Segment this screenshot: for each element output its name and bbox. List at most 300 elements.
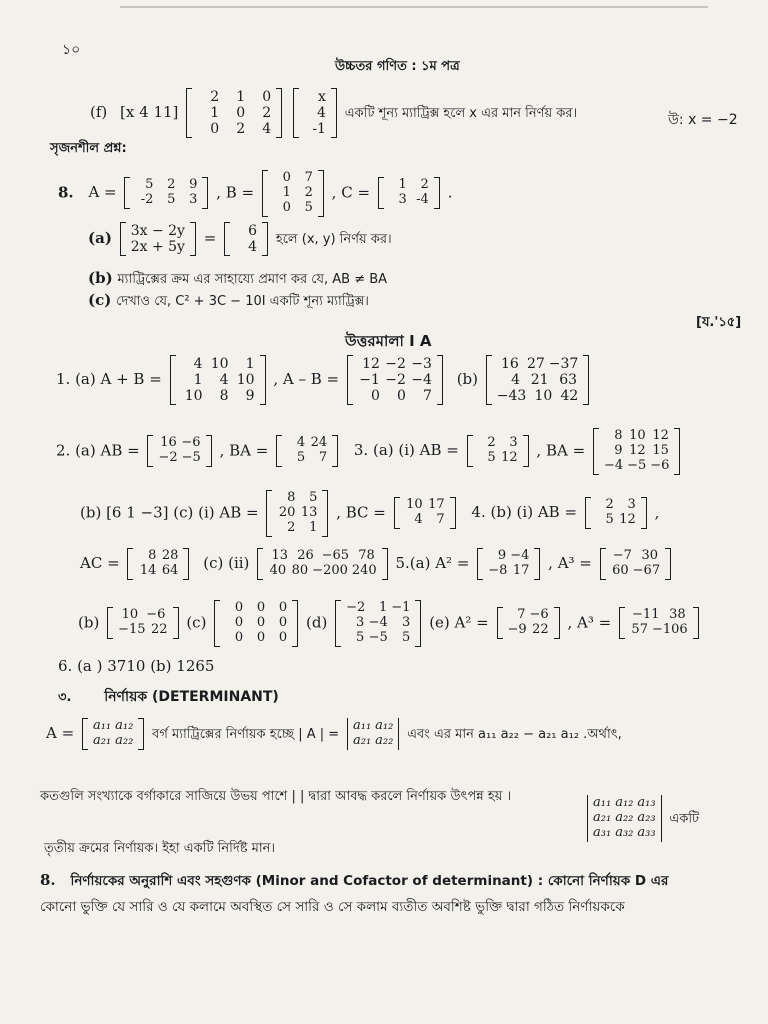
matrix-bracket-right	[202, 177, 208, 209]
equals: =	[203, 229, 217, 248]
matrix-a2	[477, 548, 540, 580]
section-title: নির্ণায়কের অনুরাশি এবং সহগুণক (Minor and Cofactor of determinant) : কোনো নির্ণায়ক D এর	[70, 873, 669, 889]
matrix-cell: 1	[236, 89, 246, 105]
matrix-cell: 3	[398, 192, 407, 208]
matrix-cell: 28	[161, 548, 179, 563]
answer-1	[56, 355, 592, 405]
matrix-cell: 2	[287, 519, 296, 535]
question-8	[58, 170, 452, 217]
matrix-5d	[335, 600, 421, 647]
matrix-cell: −6	[181, 435, 201, 451]
matrix-row	[628, 623, 690, 638]
matrix-bracket-right	[322, 490, 328, 537]
matrix-cell: 3	[189, 192, 198, 208]
matrix-row	[495, 388, 581, 404]
matrix-cell: 13	[300, 504, 318, 520]
comma: ,	[654, 503, 660, 522]
matrix-row	[195, 105, 273, 121]
section-number: ৩.	[58, 690, 72, 705]
bc-label: , BC =	[336, 503, 386, 522]
matrix-cell: 7	[422, 388, 432, 405]
matrix-row	[223, 601, 289, 616]
matrix-cell: 40	[269, 562, 287, 578]
matrix-cell: −2	[385, 372, 406, 389]
matrix-row	[195, 89, 273, 105]
matrix-row	[129, 223, 187, 239]
matrix-cell: −37	[548, 356, 579, 372]
part-label: (d)	[305, 613, 328, 632]
matrix-cell: 78	[358, 548, 375, 563]
matrix-5e-a2	[497, 607, 560, 639]
matrix-cell: 10	[121, 607, 139, 623]
question-text: ম্যাট্রিক্সের ক্রম এর সাহায্যে প্রমাণ কর যে, AB ≠ BA	[117, 272, 388, 287]
answer-lead: 2. (a) AB =	[56, 441, 140, 460]
matrix-cell: a₂₃	[637, 809, 656, 825]
matrix-row	[133, 193, 199, 208]
matrix-cell: 0	[234, 614, 244, 630]
matrix-row	[275, 491, 319, 506]
matrix-row	[486, 549, 531, 564]
matrix-row	[179, 372, 257, 388]
matrix-bracket-right	[318, 170, 324, 217]
section-8-text: কোনো ভুক্তি যে সারি ও যে কলামে অবস্থিত সে সারি ও সে কলাম ব্যতীত অবশিষ্ট ভুক্তি দ্বারা গঠিত নির্ণায়ককে	[40, 899, 625, 915]
b-label: , B =	[216, 183, 255, 202]
matrix-cell: a₃₁	[593, 824, 612, 840]
matrix-cell: 2	[420, 177, 429, 193]
matrix-cell: 2	[605, 497, 614, 513]
part-label: (e) A² =	[429, 613, 489, 632]
matrix-cell: 2	[304, 184, 313, 200]
matrix-cell: −4	[411, 372, 432, 389]
ba-label-2: , BA =	[536, 441, 586, 460]
matrix-cell: 9	[189, 177, 198, 193]
answer-ac-5	[80, 548, 674, 580]
matrix-a3	[600, 548, 671, 580]
matrix-cell: −4	[510, 548, 530, 563]
matrix-cell: 3	[509, 435, 518, 451]
matrix-cell: −4	[603, 457, 624, 473]
matrix-cell: 4	[296, 435, 306, 451]
matrix-cell: 2	[167, 177, 176, 193]
matrix-cell: 4	[248, 239, 258, 256]
matrix-cell: 2	[210, 89, 220, 105]
a-label: A =	[46, 723, 75, 742]
matrix-cell: 7	[436, 512, 445, 528]
matrix-bracket-right	[332, 435, 338, 467]
matrix-cell: 1	[210, 105, 220, 122]
matrix-row	[179, 356, 257, 372]
matrix-row	[266, 549, 379, 564]
matrix-row	[495, 372, 581, 388]
matrix-row	[591, 811, 658, 826]
matrix-cell: −7	[612, 548, 632, 563]
matrix-cell: 0	[278, 600, 288, 615]
part-label: (c)	[186, 613, 207, 632]
matrix-bracket-right	[554, 607, 560, 639]
matrix-cell: 10	[184, 388, 203, 405]
matrix-cell: 4	[262, 121, 272, 138]
matrix-cell: 10	[210, 356, 229, 372]
matrix-row	[356, 388, 434, 404]
matrix-b	[262, 170, 324, 217]
section-number: 8.	[40, 871, 56, 889]
question-text: হলে (x, y) নির্ণয় কর।	[275, 232, 392, 248]
matrix-bracket-right	[450, 497, 456, 529]
matrix-diff	[347, 355, 443, 405]
matrix-3ba	[593, 428, 681, 475]
answer-lead: (b) [6 1 −3] (c) (i) AB =	[80, 503, 259, 522]
answer-2-3	[56, 428, 683, 475]
matrix-cell: 2	[487, 435, 496, 451]
matrix-cell: 2	[236, 121, 246, 138]
matrix-cell: −11	[632, 607, 660, 623]
matrix-row	[275, 506, 319, 521]
matrix-row	[344, 631, 412, 646]
matrix-row	[179, 388, 257, 404]
matrix-f-a	[186, 88, 282, 138]
matrix-row	[609, 549, 662, 564]
item-label: (a)	[88, 229, 112, 248]
matrix-row	[302, 121, 328, 137]
matrix-cell: 22	[532, 622, 549, 638]
matrix-cell: −4	[368, 614, 388, 630]
matrix-cell: 20	[278, 504, 296, 520]
matrix-cell: 0	[234, 629, 244, 645]
part-label: (b)	[78, 613, 100, 632]
matrix-cell: 5	[304, 199, 313, 215]
matrix-cell: 5	[487, 450, 496, 466]
matrix-cell: 1	[193, 372, 203, 389]
matrix-cii	[257, 548, 388, 580]
matrix-row	[506, 623, 551, 638]
matrix-row	[351, 734, 395, 749]
matrix-cell: 60	[612, 562, 629, 578]
matrix-cell: 240	[351, 562, 377, 578]
matrix-cell: 64	[161, 562, 179, 578]
matrix-cell: 0	[256, 629, 266, 645]
determinant-2x2	[347, 718, 399, 750]
matrix-row	[285, 451, 329, 466]
matrix-cell: 8	[614, 428, 623, 443]
a3-label: , A³ =	[567, 613, 612, 632]
matrix-row	[506, 608, 551, 623]
matrix-cell: 24	[310, 435, 328, 451]
matrix-row	[602, 429, 672, 444]
matrix-ab	[147, 435, 211, 467]
matrix-cell: 0	[278, 614, 288, 630]
ba-label: , BA =	[219, 441, 269, 460]
matrix-cell: a₂₂	[375, 732, 394, 748]
matrix-row	[591, 796, 658, 811]
matrix-cell: 0	[256, 614, 266, 630]
matrix-3ab	[467, 435, 529, 467]
matrix-cell: 7	[318, 450, 328, 466]
question-text: দেখাও যে, C² + 3C − 10I একটি শূন্য ম্যাট্রিক্স।	[116, 294, 369, 309]
matrix-cell: −6	[529, 607, 549, 623]
matrix-ciab	[266, 490, 328, 537]
definition-tail: একটি	[669, 811, 700, 827]
matrix-cell: −106	[651, 622, 688, 638]
matrix-row	[594, 513, 638, 528]
matrix-row	[351, 719, 395, 734]
question-number: 8.	[58, 183, 74, 202]
matrix-cell: −1	[391, 600, 411, 615]
matrix-row	[233, 223, 259, 239]
matrix-row	[156, 451, 202, 466]
matrix-cell: 16	[160, 435, 177, 451]
definition-value: এবং এর মান a₁₁ a₂₂ − a₂₁ a₁₂ .অর্থাৎ,	[407, 726, 622, 742]
matrix-cell: 10	[236, 372, 255, 389]
matrix-cell: −200	[312, 562, 348, 578]
matrix-row	[136, 549, 180, 564]
matrix-row	[356, 372, 434, 388]
matrix-row	[116, 623, 169, 638]
period: .	[447, 183, 453, 202]
matrix-row	[495, 356, 581, 372]
matrix-cell: −15	[118, 622, 146, 638]
definition-line-2: কতগুলি সংখ্যাকে বর্গাকারে সাজিয়ে উভয় পাশে | | দ্বারা আবদ্ধ করলে নির্ণায়ক উৎপন্ন হয় ।	[40, 789, 512, 804]
matrix-cell: 0	[262, 89, 272, 105]
page-number: ১০	[62, 42, 81, 58]
matrix-row	[223, 631, 289, 646]
matrix-cell: 57	[631, 622, 648, 638]
matrix-cell: 17	[512, 562, 530, 578]
matrix-cell: 7	[304, 170, 313, 185]
matrix-cell: 5	[309, 490, 318, 505]
matrix-row	[476, 451, 520, 466]
matrix-cell: −65	[321, 548, 350, 563]
matrix-bracket-right	[183, 548, 189, 580]
answer-3-lead: 3. (a) (i) AB =	[353, 441, 459, 460]
matrix-row	[486, 564, 531, 579]
difference-label: , A – B =	[273, 370, 340, 389]
item-label: (f)	[90, 103, 108, 122]
part-label: (b)	[456, 370, 478, 389]
matrix-bc	[394, 497, 456, 529]
matrix-cell: a₁₂	[115, 718, 134, 733]
matrix-row	[271, 201, 315, 216]
answer-6: 6. (a ) 3710 (b) 1265	[58, 657, 215, 675]
matrix-row	[195, 121, 273, 137]
matrix-cell: −67	[632, 562, 661, 578]
matrix-row	[271, 186, 315, 201]
matrix-cell: 10	[534, 388, 553, 405]
matrix-bracket-right	[190, 222, 196, 256]
matrix-bracket-right	[434, 177, 440, 209]
matrix-cell: 0	[396, 388, 406, 405]
definition-text: বর্গ ম্যাট্রিক্সের নির্ণায়ক হচ্ছে | A | =	[152, 726, 340, 742]
matrix-cell: 21	[530, 372, 549, 389]
matrix-bracket-right	[534, 548, 540, 580]
question-text: একটি শূন্য ম্যাট্রিক্স হলে x এর মান নির্ণয় কর।	[344, 106, 578, 122]
matrix-cell: 12	[501, 450, 518, 466]
answer-4-lead: 4. (b) (i) AB =	[471, 503, 578, 522]
matrix-cell: 3x − 2y	[130, 223, 185, 239]
matrix-row	[129, 239, 187, 255]
matrix-cell: a₂₁	[593, 809, 612, 825]
matrix-cell: 6	[248, 223, 258, 239]
matrix-cell: 0	[278, 629, 288, 645]
section-3-heading	[58, 688, 279, 706]
matrix-lhs	[120, 222, 196, 256]
matrix-row	[344, 601, 412, 616]
matrix-bracket-right	[693, 607, 699, 639]
matrix-cell: 10	[406, 497, 423, 513]
matrix-ac	[127, 548, 189, 580]
matrix-row	[275, 521, 319, 536]
matrix-ba	[276, 435, 338, 467]
row-vector: [x 4 11]	[120, 103, 179, 122]
question-8b	[88, 270, 387, 288]
matrix-cell: 5	[296, 450, 306, 466]
matrix-bracket-right	[173, 607, 179, 639]
matrix-cell: 42	[560, 388, 579, 405]
a3-label: , A³ =	[548, 553, 592, 572]
matrix-cell: 15	[652, 442, 669, 458]
matrix-5c	[214, 600, 298, 647]
determinant-3x3	[587, 795, 662, 842]
matrix-row	[285, 436, 329, 451]
matrix-row	[91, 734, 135, 749]
matrix-cell: 8	[287, 490, 296, 505]
a-label: A =	[88, 183, 117, 202]
matrix-cell: a₁₁	[593, 795, 612, 810]
matrix-bracket-right	[382, 548, 388, 580]
matrix-4ab	[585, 497, 647, 529]
matrix-rhs	[224, 222, 268, 256]
matrix-cell: a₁₂	[615, 795, 634, 810]
determinant-bar-right	[661, 795, 662, 842]
matrix-cell: 14	[139, 562, 157, 578]
matrix-cell: 4	[511, 372, 521, 389]
definition-line-3: তৃতীয় ক্রমের নির্ণায়ক। ইহা একটি নির্দিষ্ট মান।	[44, 841, 276, 856]
matrix-bracket-right	[331, 88, 337, 138]
matrix-cell: 16	[500, 356, 519, 372]
matrix-cell: 12	[652, 428, 669, 443]
matrix-cell: 17	[428, 497, 445, 513]
matrix-cell: 1	[378, 600, 388, 615]
matrix-cell: −9	[507, 622, 527, 638]
matrix-cell: −8	[488, 562, 508, 578]
matrix-5e-a3	[619, 607, 699, 639]
matrix-row	[602, 444, 672, 459]
matrix-cell: −2	[385, 356, 406, 372]
matrix-cell: −5	[627, 457, 647, 473]
matrix-row	[609, 564, 662, 579]
matrix-cell: a₂₁	[352, 732, 372, 748]
matrix-row	[387, 178, 431, 193]
matrix-cell: 1	[398, 177, 407, 193]
matrix-row	[594, 498, 638, 513]
ac-label: AC =	[80, 553, 120, 572]
matrix-row	[91, 719, 135, 734]
item-label: (c)	[88, 291, 112, 309]
matrix-cell: a₁₂	[375, 718, 394, 733]
question-8a	[88, 222, 392, 256]
item-label: (b)	[88, 269, 113, 287]
matrix-row	[223, 616, 289, 631]
matrix-row	[628, 608, 690, 623]
question-8c	[88, 292, 369, 310]
matrix-cell: 2	[262, 105, 272, 122]
matrix-cell: x	[318, 89, 326, 105]
matrix-bracket-right	[262, 222, 268, 256]
matrix-a	[124, 177, 208, 209]
matrix-cell: 38	[669, 607, 686, 623]
matrix-cell: −6	[650, 457, 670, 473]
matrix-cell: -2	[140, 192, 154, 208]
matrix-row	[344, 616, 412, 631]
matrix-c	[378, 177, 440, 209]
matrix-cell: 5	[145, 177, 154, 193]
answer-2b-4	[80, 490, 659, 537]
matrix-row	[266, 564, 379, 579]
matrix-bracket-right	[292, 600, 298, 647]
matrix-bracket-right	[260, 355, 266, 405]
matrix-row	[403, 498, 447, 513]
matrix-row	[156, 436, 202, 451]
matrix-cell: 4	[193, 356, 203, 372]
matrix-cell: 27	[526, 356, 545, 372]
matrix-cell: 5	[401, 629, 411, 645]
matrix-cell: a₂₂	[615, 809, 634, 825]
matrix-row	[476, 436, 520, 451]
matrix-row	[302, 89, 328, 105]
matrix-cell: −5	[368, 629, 388, 645]
matrix-cell: 9	[245, 388, 255, 405]
c-label: , C =	[331, 183, 371, 202]
matrix-cell: 10	[629, 428, 646, 443]
matrix-1b	[486, 355, 590, 405]
matrix-cell: 80	[291, 562, 309, 578]
matrix-cell: 0	[256, 600, 266, 615]
matrix-cell: a₃₂	[615, 824, 634, 840]
answers-title: উত্তরমালা I A	[345, 332, 432, 350]
matrix-cell: 1	[245, 356, 255, 372]
creative-heading: সৃজনশীল প্রশ্ন:	[50, 141, 127, 156]
matrix-cell: 0	[282, 199, 291, 215]
matrix-cell: 30	[641, 548, 659, 563]
matrix-f-x	[293, 88, 337, 138]
matrix-bracket-right	[523, 435, 529, 467]
matrix-cell: 1	[309, 519, 318, 535]
matrix-bracket-right	[138, 718, 144, 750]
matrix-cell: a₁₃	[637, 795, 656, 810]
matrix-cell: 22	[150, 622, 168, 638]
answer-f: উ: x = −2	[668, 112, 738, 128]
matrix-cell: −5	[181, 450, 201, 466]
top-edge-line	[120, 6, 708, 8]
matrix-cell: 0	[210, 121, 220, 138]
matrix-cell: 0	[370, 388, 380, 405]
part-label: (c) (ii)	[203, 553, 250, 572]
matrix-row	[116, 608, 169, 623]
section-8-heading	[40, 872, 668, 890]
matrix-cell: a₂₂	[115, 732, 134, 748]
matrix-row	[403, 513, 447, 528]
matrix-cell: 0	[236, 105, 246, 122]
matrix-bracket-right	[665, 548, 671, 580]
matrix-cell: a₁₁	[92, 718, 112, 733]
determinant-bar-right	[398, 718, 399, 750]
matrix-bracket-right	[641, 497, 647, 529]
matrix-cell: −2	[158, 450, 178, 466]
matrix-cell: −43	[496, 388, 527, 405]
matrix-cell: 3	[355, 614, 365, 630]
matrix-bracket-right	[415, 600, 421, 647]
matrix-cell: 1	[282, 184, 291, 200]
board-tag: [য.'১৫]	[696, 315, 742, 330]
